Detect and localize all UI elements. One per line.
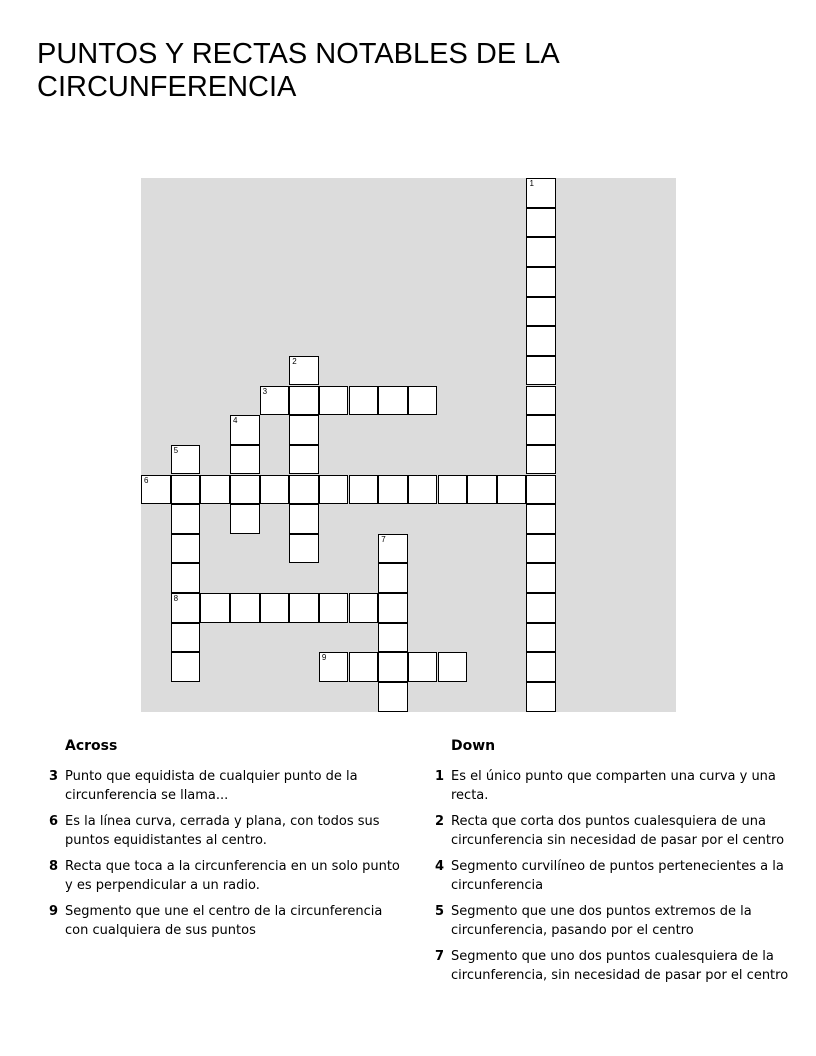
crossword-cell[interactable]: [378, 534, 408, 564]
crossword-cell[interactable]: [171, 534, 201, 564]
crossword-cell[interactable]: [526, 267, 556, 297]
crossword-cell[interactable]: [378, 593, 408, 623]
crossword-cell[interactable]: [141, 475, 171, 505]
crossword-cell[interactable]: [171, 652, 201, 682]
clue-number: 7: [381, 534, 386, 544]
crossword-cell[interactable]: [349, 652, 379, 682]
crossword-cell[interactable]: [526, 415, 556, 445]
crossword-cell[interactable]: [319, 386, 349, 416]
crossword-cell[interactable]: [526, 297, 556, 327]
across-clue: [40, 857, 400, 895]
clue-text: Recta que toca a la circunferencia en un solo punto y es perpendicular a un radio.: [65, 859, 400, 893]
crossword-cell[interactable]: [200, 475, 230, 505]
down-heading: Down: [451, 738, 496, 754]
crossword-cell[interactable]: [526, 534, 556, 564]
clue-text: Segmento que une el centro de la circunferencia con cualquiera de sus puntos: [65, 904, 383, 938]
clue-number: 5: [434, 904, 444, 919]
crossword-cell[interactable]: [289, 356, 319, 386]
crossword-cell[interactable]: [526, 652, 556, 682]
crossword-cell[interactable]: [289, 386, 319, 416]
clue-text: Segmento curvilíneo de puntos pertenecientes a la circunferencia: [451, 859, 784, 893]
crossword-cell[interactable]: [408, 652, 438, 682]
across-clue: [40, 902, 400, 940]
across-clue-list: [40, 767, 400, 940]
crossword-cell[interactable]: [289, 504, 319, 534]
page-title: PUNTOS Y RECTAS NOTABLES DE LA CIRCUNFERENCIA: [37, 38, 559, 103]
clue-number: 2: [292, 356, 297, 366]
crossword-cell[interactable]: [171, 623, 201, 653]
crossword-cell[interactable]: [230, 504, 260, 534]
down-clue: [426, 902, 796, 940]
crossword-cell[interactable]: [289, 415, 319, 445]
clue-number: 8: [48, 859, 58, 874]
crossword-cell[interactable]: [171, 593, 201, 623]
across-clue: [40, 767, 400, 805]
crossword-cell[interactable]: [438, 475, 468, 505]
clue-text: Es el único punto que comparten una curva y una recta.: [451, 769, 776, 803]
crossword-cell[interactable]: [171, 563, 201, 593]
crossword-cell[interactable]: [526, 237, 556, 267]
clue-number: 1: [434, 769, 444, 784]
clue-text: Segmento que une dos puntos extremos de la circunferencia, pasando por el centro: [451, 904, 752, 938]
crossword-cell[interactable]: [349, 386, 379, 416]
crossword-cell[interactable]: [260, 386, 290, 416]
crossword-cell[interactable]: [171, 475, 201, 505]
crossword-cell[interactable]: [526, 208, 556, 238]
crossword-cell[interactable]: [171, 504, 201, 534]
crossword-cell[interactable]: [230, 475, 260, 505]
across-clues: [40, 736, 400, 947]
crossword-cell[interactable]: [289, 534, 319, 564]
clue-text: Punto que equidista de cualquier punto de la circunferencia se llama...: [65, 769, 358, 803]
crossword-cell[interactable]: [260, 593, 290, 623]
crossword-cell[interactable]: [526, 563, 556, 593]
down-clues: [426, 736, 796, 992]
crossword-cell[interactable]: [319, 652, 349, 682]
crossword-cell[interactable]: [378, 652, 408, 682]
clue-number: 5: [173, 445, 179, 455]
crossword-cell[interactable]: [497, 475, 527, 505]
crossword-cell[interactable]: [378, 475, 408, 505]
down-clue: [426, 947, 796, 985]
clue-number: 8: [173, 594, 179, 604]
clue-number: 6: [48, 814, 58, 829]
crossword-cell[interactable]: [260, 475, 290, 505]
crossword-cell[interactable]: [526, 178, 556, 208]
crossword-cell[interactable]: [230, 445, 260, 475]
clue-number: 1: [529, 179, 534, 188]
crossword-cell[interactable]: [230, 593, 260, 623]
clue-number: 3: [48, 769, 58, 784]
crossword-cell[interactable]: [526, 475, 556, 505]
crossword-cell[interactable]: [319, 475, 349, 505]
down-clue: [426, 857, 796, 895]
crossword-grid: [141, 178, 676, 712]
down-clue-list: [426, 767, 796, 985]
crossword-cell[interactable]: [526, 356, 556, 386]
crossword-cell[interactable]: [378, 563, 408, 593]
crossword-cell[interactable]: [438, 652, 468, 682]
crossword-cell[interactable]: [378, 623, 408, 653]
clue-text: Segmento que uno dos puntos cualesquiera de la circunferencia, sin necesidad de pasar por el centro: [451, 949, 789, 983]
crossword-cell[interactable]: [378, 386, 408, 416]
across-clue: [40, 812, 400, 850]
crossword-cell[interactable]: [408, 475, 438, 505]
crossword-cell[interactable]: [349, 475, 379, 505]
crossword-cell[interactable]: [526, 386, 556, 416]
clue-text: Recta que corta dos puntos cualesquiera de una circunferencia sin necesidad de pasar por el centro: [451, 814, 785, 848]
crossword-cell[interactable]: [289, 593, 319, 623]
clue-number: 6: [144, 475, 149, 485]
clue-text: Es la línea curva, cerrada y plana, con todos sus puntos equidistantes al centro.: [65, 814, 380, 848]
crossword-cell[interactable]: [526, 504, 556, 534]
clue-number: 4: [232, 416, 238, 426]
crossword-cell[interactable]: [467, 475, 497, 505]
crossword-cell[interactable]: [289, 445, 319, 475]
down-clue: [426, 767, 796, 805]
crossword-cell[interactable]: [378, 682, 408, 712]
down-clue: [426, 812, 796, 850]
crossword-cell[interactable]: [526, 326, 556, 356]
clue-number: 9: [321, 653, 327, 663]
clue-number: 3: [262, 386, 268, 396]
crossword-cell[interactable]: [526, 445, 556, 475]
crossword-cell[interactable]: [200, 593, 230, 623]
crossword-cell[interactable]: [171, 445, 201, 475]
crossword-cell[interactable]: [230, 415, 260, 445]
clue-number: 2: [434, 814, 444, 829]
crossword-cell[interactable]: [408, 386, 438, 416]
crossword-cell[interactable]: [526, 623, 556, 653]
across-heading: Across: [65, 738, 118, 754]
crossword-cell[interactable]: [319, 593, 349, 623]
crossword-cell[interactable]: [526, 682, 556, 712]
crossword-cell[interactable]: [526, 593, 556, 623]
clue-number: 7: [434, 949, 444, 964]
crossword-cell[interactable]: [349, 593, 379, 623]
clue-number: 4: [434, 859, 444, 874]
crossword-cell[interactable]: [289, 475, 319, 505]
clue-number: 9: [48, 904, 58, 919]
